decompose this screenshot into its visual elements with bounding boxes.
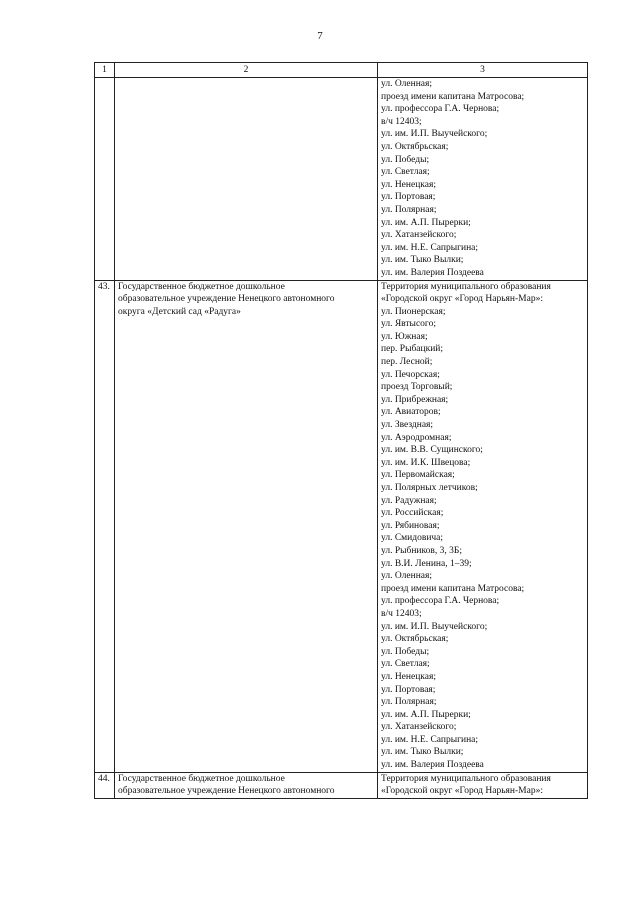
organization-line: округа «Детский сад «Радуга»: [118, 306, 241, 317]
column-header-2: 2: [115, 63, 378, 78]
street-line: ул. Победы;: [381, 154, 430, 165]
organization-cell: [115, 280, 378, 772]
street-line: ул. Победы;: [381, 646, 430, 657]
street-line: ул. им. И.П. Выучейского;: [381, 621, 488, 632]
row-number-cell: [95, 78, 115, 281]
street-line: в/ч 12403;: [381, 608, 422, 619]
organization-line: образовательное учреждение Ненецкого автономного: [118, 786, 335, 797]
street-line: ул. Аэродромная;: [381, 432, 452, 443]
street-line: ул. Хатанзейского;: [381, 230, 457, 241]
street-line: ул. им. Тыко Вылки;: [381, 747, 464, 758]
street-line: ул. Полярная;: [381, 204, 437, 215]
street-line: Территория муниципального образования: [381, 281, 551, 292]
street-line: ул. Авиаторов;: [381, 407, 441, 418]
organization-line: Государственное бюджетное дошкольное: [118, 281, 285, 292]
column-header-1: 1: [95, 63, 115, 78]
table-row-43: [95, 280, 588, 772]
street-line: «Городской округ «Город Нарьян-Мар»:: [381, 786, 543, 797]
territory-table: [94, 62, 588, 799]
street-line: проезд имени капитана Матросова;: [381, 91, 525, 102]
street-line: ул. В.И. Ленина, 1–39;: [381, 558, 472, 569]
street-line: ул. Полярных летчиков;: [381, 483, 478, 493]
street-line: ул. Южная;: [381, 331, 428, 342]
street-line: ул. Рыбников, 3, 3Б;: [381, 545, 462, 556]
street-line: ул. Полярная;: [381, 697, 437, 708]
streets-cell: [378, 78, 588, 281]
table-header-row: [95, 63, 588, 78]
street-line: ул. Оленная;: [381, 79, 433, 89]
street-line: ул. Оленная;: [381, 571, 433, 582]
street-line: ул. им. Н.Е. Сапрыгина;: [381, 242, 479, 253]
street-line: ул. Светлая;: [381, 659, 430, 670]
street-line: ул. профессора Г.А. Чернова;: [381, 104, 500, 115]
page-number: 7: [317, 30, 323, 42]
street-line: ул. профессора Г.А. Чернова;: [381, 596, 500, 607]
street-line: ул. Радужная;: [381, 495, 437, 506]
street-line: ул. им. Валерия Поздеева: [381, 267, 484, 278]
street-line: ул. Пионерская;: [381, 306, 446, 317]
street-line: ул. им. Тыко Вылки;: [381, 255, 464, 266]
street-line: Территория муниципального образования: [381, 773, 551, 784]
row-number-cell: 44.: [95, 772, 115, 798]
street-line: ул. Портовая;: [381, 192, 436, 203]
street-line: ул. Портовая;: [381, 684, 436, 695]
streets-cell: [378, 280, 588, 772]
street-line: пер. Рыбацкий;: [381, 344, 444, 355]
street-line: ул. Первомайская;: [381, 470, 455, 481]
street-line: ул. Ненецкая;: [381, 179, 436, 190]
organization-line: Государственное бюджетное дошкольное: [118, 773, 285, 784]
street-line: ул. им. Валерия Поздеева: [381, 760, 484, 771]
street-line: пер. Лесной;: [381, 357, 433, 368]
street-line: ул. Явтысого;: [381, 319, 436, 330]
table-row-44: [95, 772, 588, 798]
street-line: ул. им. В.В. Сущинского;: [381, 445, 483, 456]
street-line: проезд имени капитана Матросова;: [381, 583, 525, 594]
street-line: ул. им. И.П. Выучейского;: [381, 129, 488, 140]
street-line: «Городской округ «Город Нарьян-Мар»:: [381, 294, 543, 305]
organization-cell: [115, 772, 378, 798]
street-line: ул. Печорская;: [381, 369, 440, 380]
organization-line: образовательное учреждение Ненецкого автономного: [118, 294, 335, 305]
street-line: ул. Рябиновая;: [381, 520, 440, 531]
street-line: проезд Торговый;: [381, 382, 453, 393]
row-number-cell: 43.: [95, 280, 115, 772]
street-line: ул. Светлая;: [381, 167, 430, 178]
streets-cell: [378, 772, 588, 798]
street-line: ул. Ненецкая;: [381, 671, 436, 682]
table-row-continued: [95, 78, 588, 281]
street-line: ул. Хатанзейского;: [381, 722, 457, 733]
street-line: ул. им. А.П. Пырерки;: [381, 217, 471, 228]
street-line: ул. им. Н.Е. Сапрыгина;: [381, 734, 479, 745]
street-line: ул. Смидовича;: [381, 533, 444, 544]
street-line: ул. Прибрежная;: [381, 394, 449, 405]
street-line: в/ч 12403;: [381, 116, 422, 127]
street-line: ул. Звездная;: [381, 420, 434, 431]
street-line: ул. им. А.П. Пырерки;: [381, 709, 471, 720]
column-header-3: 3: [378, 63, 588, 78]
street-line: ул. Октябрьская;: [381, 141, 449, 152]
street-line: ул. Российская;: [381, 508, 444, 519]
organization-cell: [115, 78, 378, 281]
street-line: ул. Октябрьская;: [381, 634, 449, 645]
street-line: ул. им. И.К. Швецова;: [381, 457, 471, 468]
